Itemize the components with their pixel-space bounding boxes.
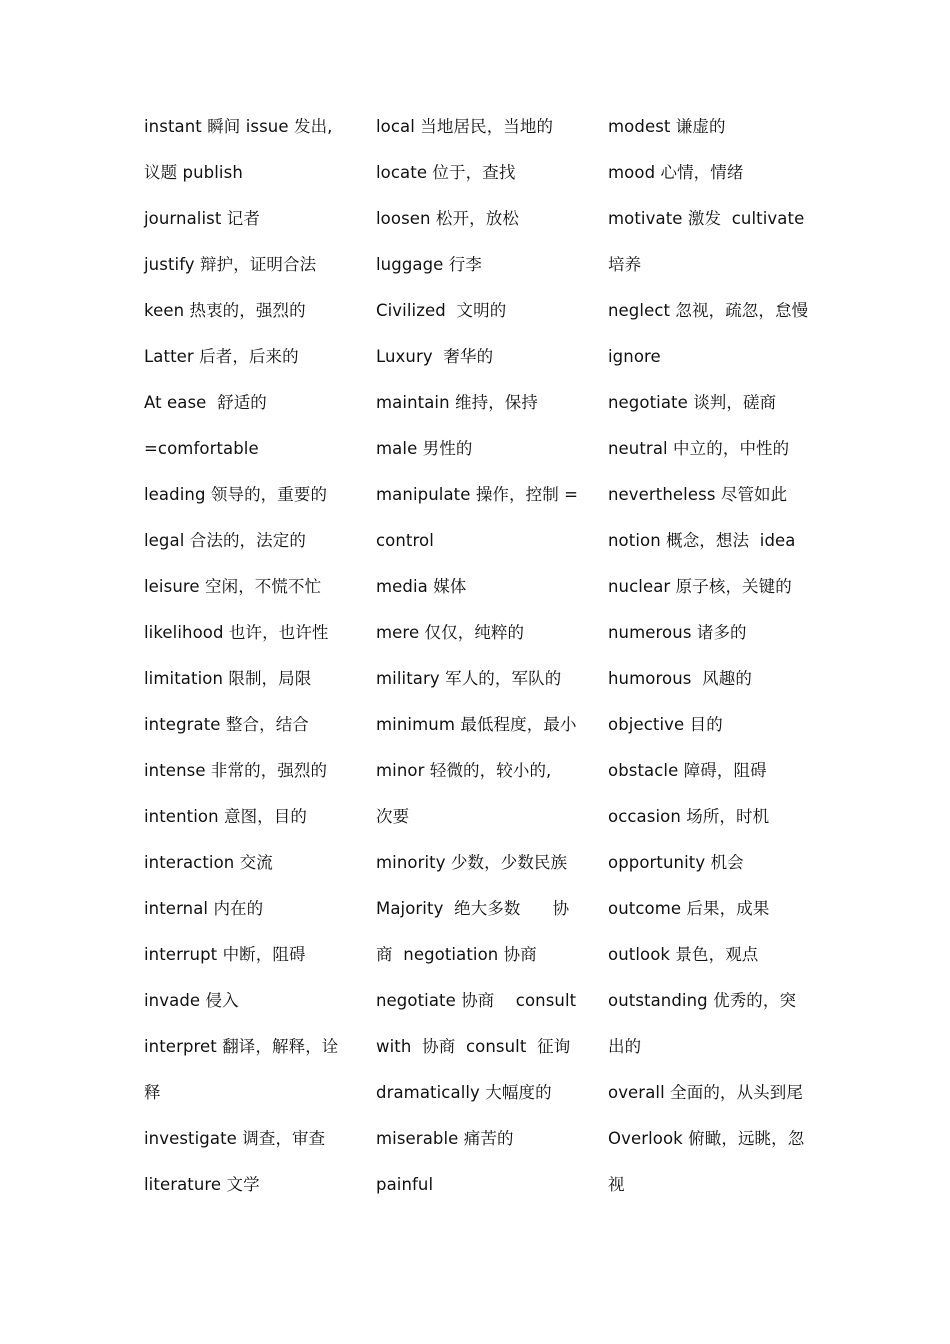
vocab-line: ignore xyxy=(608,347,661,366)
vocab-line: Luxury 奢华的 xyxy=(376,347,494,366)
vocab-line: leisure 空闲，不慌不忙 xyxy=(144,577,322,596)
vocab-line: Majority 绝大多数 协 xyxy=(376,899,570,918)
vocab-line: interpret 翻译，解释，诠 xyxy=(144,1037,339,1056)
vocab-line: neglect 忽视，疏忽，怠慢 xyxy=(608,301,809,320)
vocab-line: Latter 后者，后来的 xyxy=(144,347,299,366)
vocab-line: limitation 限制，局限 xyxy=(144,669,312,688)
vocab-line: notion 概念，想法 idea xyxy=(608,531,796,550)
vocab-line: 培养 xyxy=(608,255,642,274)
vocab-line: occasion 场所，时机 xyxy=(608,807,770,826)
vocab-line: local 当地居民，当地的 xyxy=(376,117,554,136)
vocab-line: Civilized 文明的 xyxy=(376,301,507,320)
vocab-line: modest 谦虚的 xyxy=(608,117,726,136)
vocab-line: luggage 行李 xyxy=(376,255,482,274)
vocab-line: mere 仅仅，纯粹的 xyxy=(376,623,525,642)
vocab-line: interaction 交流 xyxy=(144,853,273,872)
vocab-line: negotiate 谈判，磋商 xyxy=(608,393,777,412)
vocab-line: opportunity 机会 xyxy=(608,853,744,872)
vocab-line: objective 目的 xyxy=(608,715,723,734)
vocab-line: control xyxy=(376,531,434,550)
vocab-line: motivate 激发 cultivate xyxy=(608,209,805,228)
vocab-line: intense 非常的，强烈的 xyxy=(144,761,328,780)
vocab-line: leading 领导的，重要的 xyxy=(144,485,328,504)
vocab-line: instant 瞬间 issue 发出, xyxy=(144,117,333,136)
vocab-column-3 xyxy=(608,112,823,1216)
vocab-line: manipulate 操作，控制 = xyxy=(376,485,579,504)
vocab-line: nevertheless 尽管如此 xyxy=(608,485,788,504)
vocab-line: 议题 publish xyxy=(144,163,243,182)
vocab-line: integrate 整合，结合 xyxy=(144,715,309,734)
vocab-line: investigate 调查，审查 xyxy=(144,1129,326,1148)
vocab-line: military 军人的，军队的 xyxy=(376,669,562,688)
vocab-column-2 xyxy=(376,112,591,1216)
vocab-line: 出的 xyxy=(608,1037,642,1056)
vocab-line: outstanding 优秀的，突 xyxy=(608,991,797,1010)
vocab-line: minority 少数，少数民族 xyxy=(376,853,568,872)
vocab-line: interrupt 中断，阻碍 xyxy=(144,945,306,964)
vocab-line: intention 意图，目的 xyxy=(144,807,307,826)
vocab-line: journalist 记者 xyxy=(144,209,260,228)
vocab-line: loosen 松开，放松 xyxy=(376,209,519,228)
vocab-line: obstacle 障碍，阻碍 xyxy=(608,761,767,780)
vocab-line: 视 xyxy=(608,1175,625,1194)
vocab-line: likelihood 也许，也许性 xyxy=(144,623,329,642)
vocab-line: painful xyxy=(376,1175,434,1194)
vocab-line: invade 侵入 xyxy=(144,991,239,1010)
vocab-line: negotiate 协商 consult xyxy=(376,991,577,1010)
vocab-line: locate 位于，查找 xyxy=(376,163,516,182)
vocab-line: neutral 中立的，中性的 xyxy=(608,439,790,458)
vocab-line: nuclear 原子核，关键的 xyxy=(608,577,792,596)
vocab-line: minor 轻微的，较小的, xyxy=(376,761,552,780)
vocab-line: miserable 痛苦的 xyxy=(376,1129,514,1148)
vocab-line: 释 xyxy=(144,1083,161,1102)
vocab-line: humorous 风趣的 xyxy=(608,669,752,688)
vocab-line: outlook 景色，观点 xyxy=(608,945,759,964)
vocab-line: minimum 最低程度，最小 xyxy=(376,715,577,734)
vocab-line: maintain 维持，保持 xyxy=(376,393,538,412)
vocab-line: mood 心情，情绪 xyxy=(608,163,744,182)
vocab-line: legal 合法的，法定的 xyxy=(144,531,306,550)
vocab-line: At ease 舒适的 xyxy=(144,393,267,412)
vocab-line: Overlook 俯瞰，远眺，忽 xyxy=(608,1129,805,1148)
vocab-line: keen 热衷的，强烈的 xyxy=(144,301,306,320)
vocab-line: 次要 xyxy=(376,807,410,826)
vocab-line: overall 全面的，从头到尾 xyxy=(608,1083,803,1102)
vocab-line: outcome 后果，成果 xyxy=(608,899,770,918)
vocab-line: male 男性的 xyxy=(376,439,473,458)
vocab-column-1 xyxy=(144,112,359,1216)
vocab-line: internal 内在的 xyxy=(144,899,264,918)
vocab-line: 商 negotiation 协商 xyxy=(376,945,537,964)
vocab-line: =comfortable xyxy=(144,439,259,458)
vocab-line: media 媒体 xyxy=(376,577,467,596)
vocab-line: literature 文学 xyxy=(144,1175,260,1194)
vocab-line: dramatically 大幅度的 xyxy=(376,1083,552,1102)
vocab-line: justify 辩护，证明合法 xyxy=(144,255,317,274)
vocab-line: numerous 诸多的 xyxy=(608,623,747,642)
vocab-line: with 协商 consult 征询 xyxy=(376,1037,571,1056)
